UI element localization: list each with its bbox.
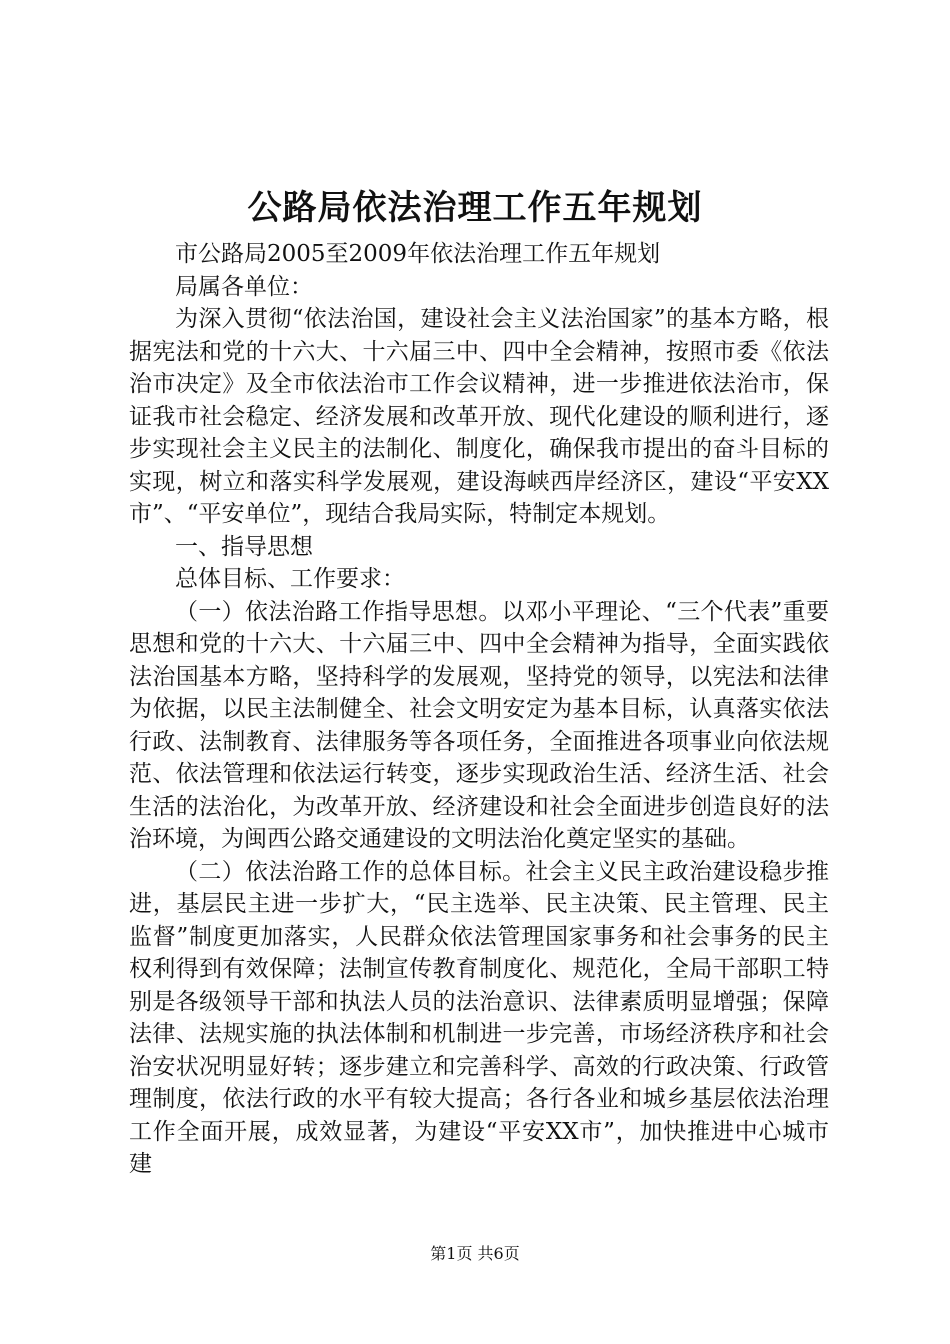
paragraph-subtitle: 市公路局2005至2009年依法治理工作五年规划 xyxy=(175,241,661,267)
paragraph-goals-requirements: 总体目标、工作要求： xyxy=(175,566,405,592)
document-body xyxy=(129,238,829,1181)
paragraph-overall-goal: （二）依法治路工作的总体目标。社会主义民主政治建设稳步推进，基层民主进一步扩大，“民主选举、民主决策、民主管理、民主监督”制度更加落实，人民群众依法管理国家事务和社会事务的民主权利得到有效保障；法制宣传教育制度化、规范化，全局干部职工特别是各级领导干部和执法人员的法治意识、法律素质明显增强；保障法律、法规实施的执法体制和机制进一步完善，市场经济秩序和社会治安状况明显好转；逐步建立和完善科学、高效的行政决策、行政管理制度，依法行政的水平有较大提高；各行各业和城乡基层依法治理工作全面开展，成效显著，为建设“平安XX市”，加快推进中心城市建 xyxy=(129,858,829,1177)
section-heading-guiding-ideology: 一、指导思想 xyxy=(175,533,313,560)
document-title: 公路局依法治理工作五年规划 xyxy=(247,188,703,228)
paragraph-salutation: 局属各单位： xyxy=(175,273,313,300)
page-footer: 第1页 共6页 xyxy=(430,1244,520,1263)
paragraph-intro: 为深入贯彻“依法治国，建设社会主义法治国家”的基本方略，根据宪法和党的十六大、十六届三中、四中全会精神，按照市委《依法治市决定》及全市依法治市工作会议精神，进一步推进依法治市，保证我市社会稳定、经济发展和改革开放、现代化建设的顺利进行，逐步实现社会主义民主的法制化、制度化，确保我市提出的奋斗目标的实现，树立和落实科学发展观，建设海峡西岸经济区，建设“平安XX市”、“平安单位”，现结合我局实际，特制定本规划。 xyxy=(129,306,829,527)
paragraph-guiding-ideology: （一）依法治路工作指导思想。以邓小平理论、“三个代表”重要思想和党的十六大、十六届三中、四中全会精神为指导，全面实践依法治国基本方略，坚持科学的发展观，坚持党的领导，以宪法和法律为依据，以民主法制健全、社会文明安定为基本目标，认真落实依法行政、法制教育、法律服务等各项任务，全面推进各项事业向依法规范、依法管理和依法运行转变，逐步实现政治生活、经济生活、社会生活的法治化，为改革开放、经济建设和社会全面进步创造良好的法治环境，为闽西公路交通建设的文明法治化奠定坚实的基础。 xyxy=(129,598,829,852)
